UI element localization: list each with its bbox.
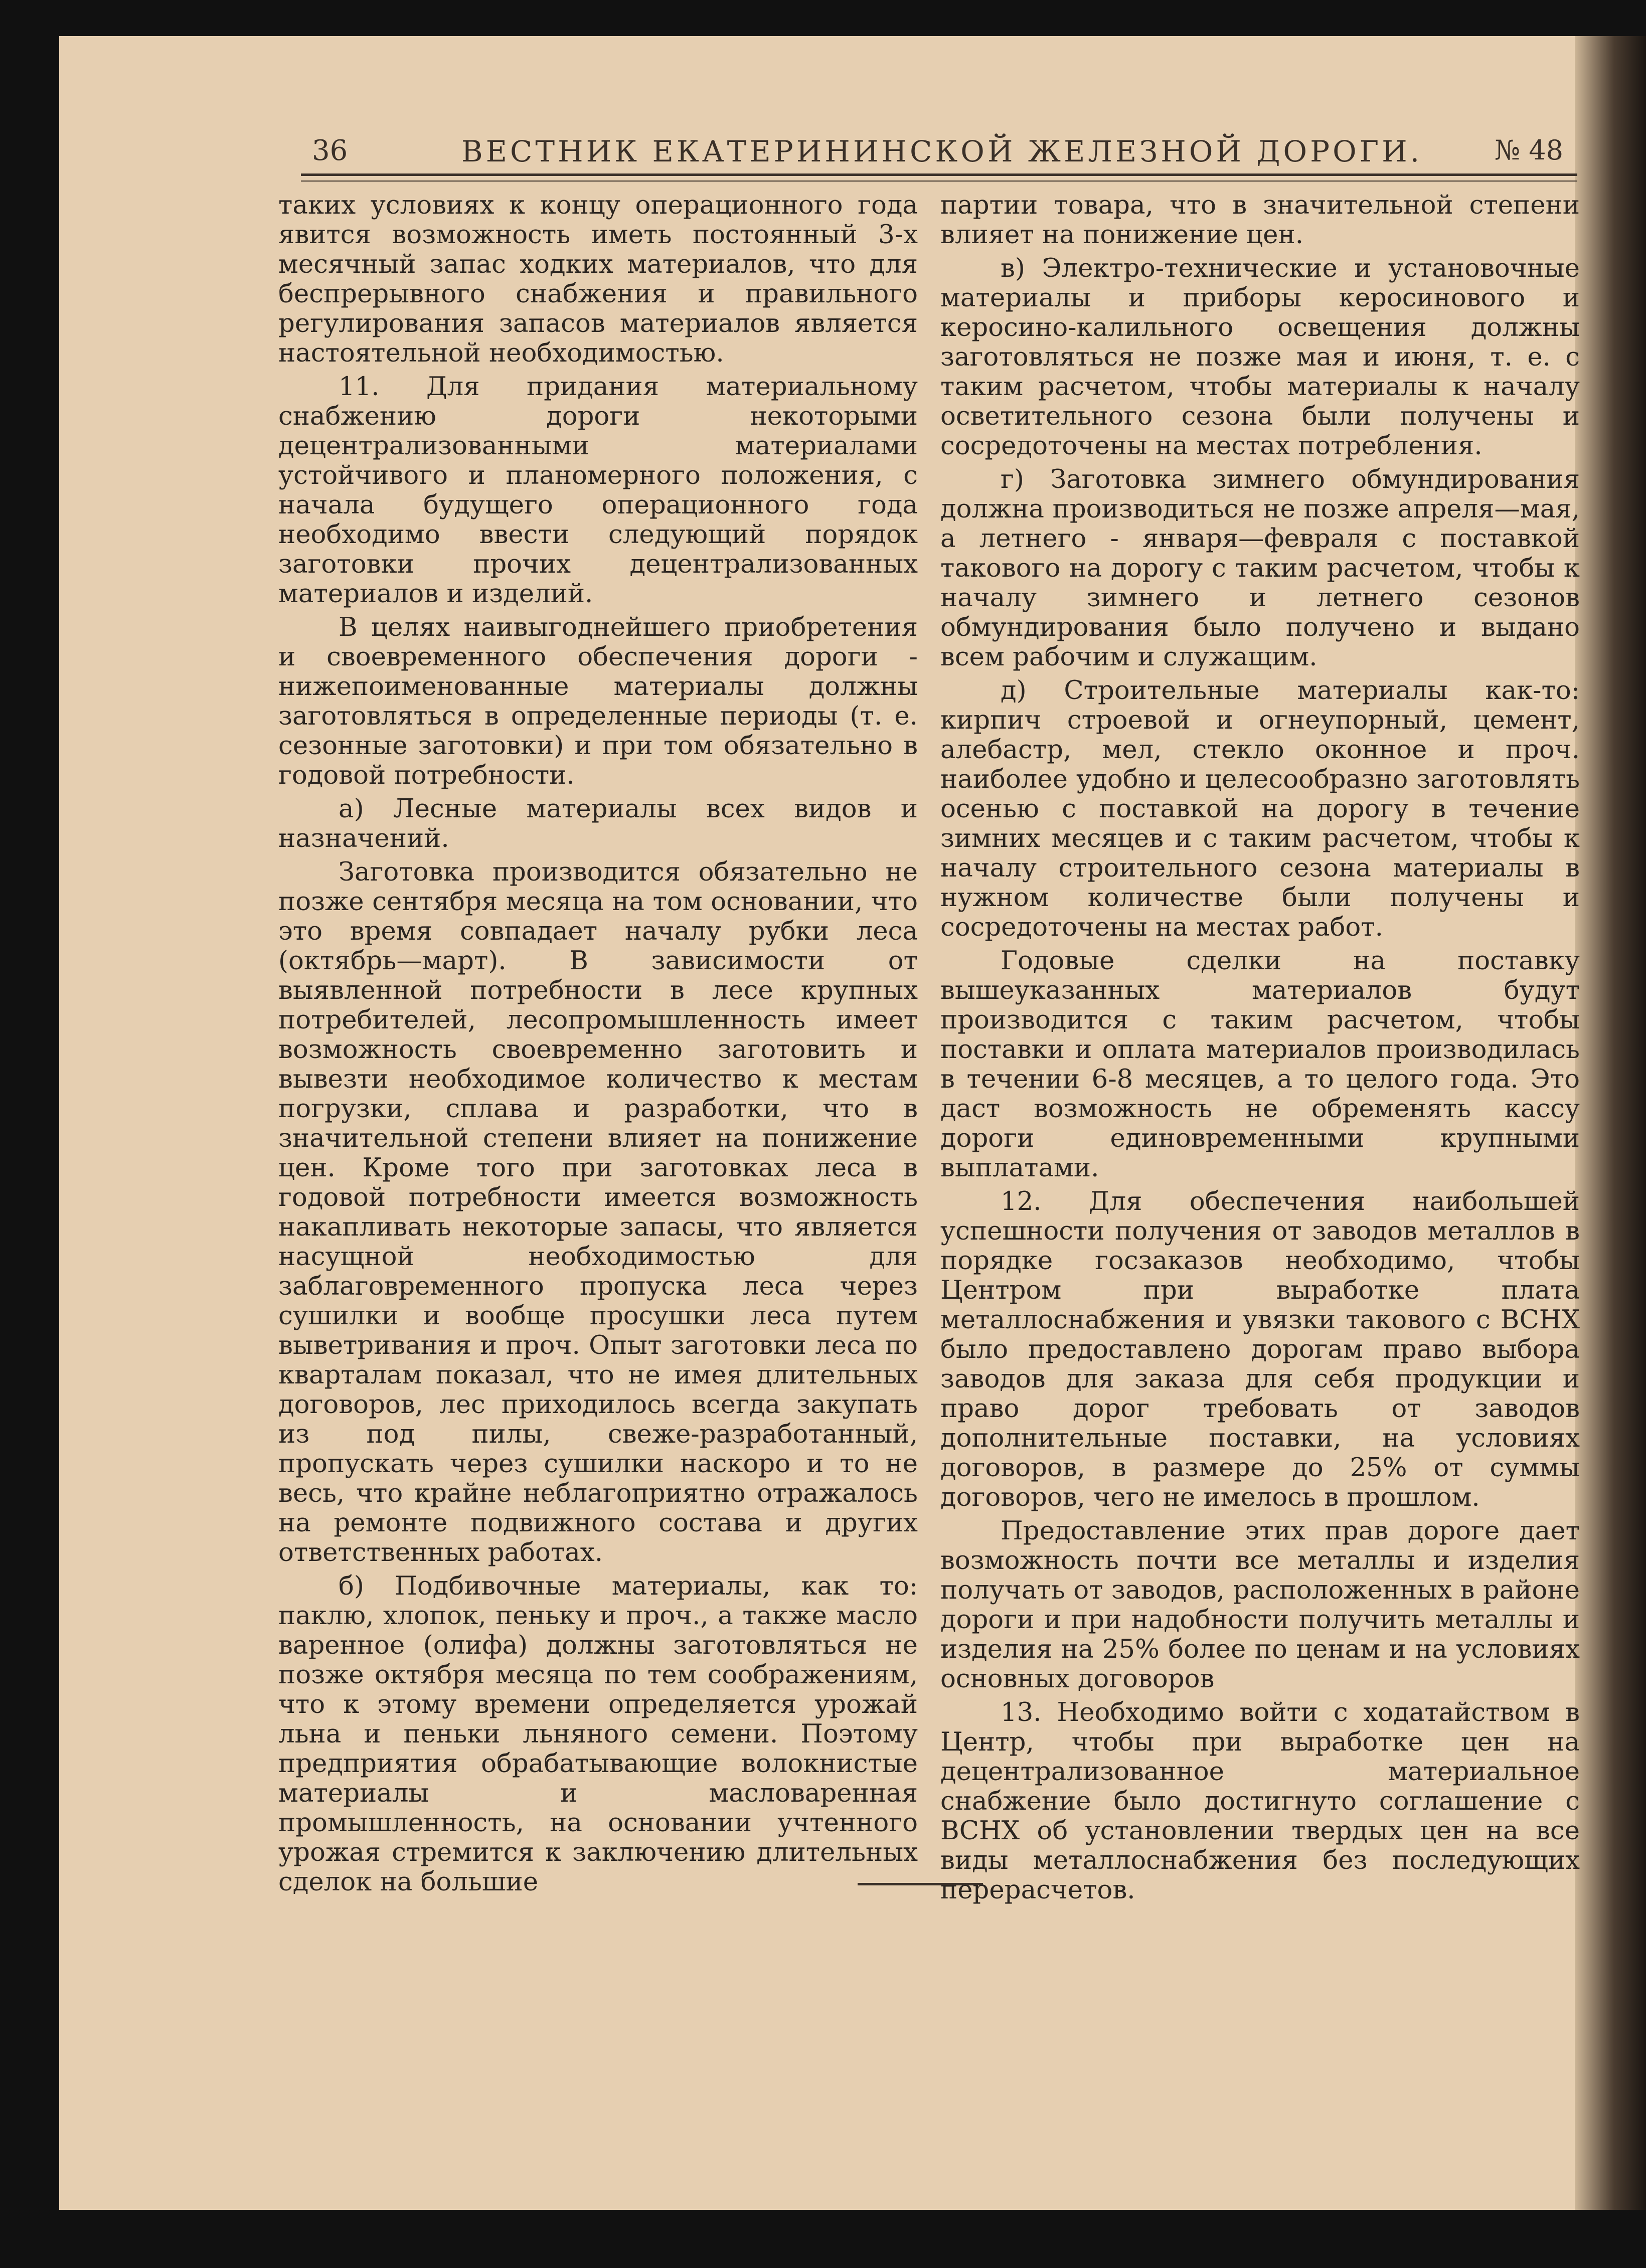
paragraph: В целях наивыгоднейшего приобретения и своевременного обеспечения дороги - нижепоименованные материалы должны заготовляться в определенные периоды (т. е. сезонные заготовки) и при том обязательно в годовой потребности. bbox=[278, 612, 918, 790]
right-column bbox=[940, 190, 1580, 1905]
left-column bbox=[278, 190, 918, 1897]
page-number: 36 bbox=[312, 134, 348, 167]
paragraph: 11. Для придания материальному снабжению дороги некоторыми децентрализованными материалами устойчивого и планомерного положения, с начала будущего операционного года необходимо ввести следующий порядок заготовки прочих децентрализованных материалов и изделий. bbox=[278, 372, 918, 609]
paragraph: 13. Необходимо войти с ходатайством в Центр, чтобы при выработке цен на децентрализованное материальное снабжение было достигнуто соглашение с ВСНХ об установлении твердых цен на все виды металлоснабжения без последующих перерасчетов. bbox=[940, 1697, 1580, 1905]
header-rule-thin bbox=[301, 181, 1577, 182]
paragraph: Годовые сделки на поставку вышеуказанных материалов будут производится с таким расчетом, чтобы поставки и оплата материалов производилась в течении 6-8 месяцев, а то целого года. Это даст возможность не обременять кассу дороги единовременными крупными выплатами. bbox=[940, 946, 1580, 1183]
paragraph: Предоставление этих прав дороге дает возможность почти все металлы и изделия получать от заводов, расположенных в районе дороги и при надобности получить металлы и изделия на 25% более по ценам и на условиях основных договоров bbox=[940, 1516, 1580, 1694]
paragraph: б) Подбивочные материалы, как то: паклю, хлопок, пеньку и проч., а также масло варенное (олифа) должны заготовляться не позже октября месяца по тем соображениям, что к этому времени определяется урожай льна и пеньки льняного семени. Поэтому предприятия обрабатывающие волокнистые материалы и масловаренная промышленность, на основании учтенного урожая стремится к заключению длительных сделок на большие bbox=[278, 1571, 918, 1897]
article-end-rule bbox=[858, 1883, 983, 1885]
paragraph: таких условиях к концу операционного года явится возможность иметь постоянный 3-х месячный запас ходких материалов, что для беспрерывного снабжения и правильного регулирования запасов материалов является настоятельной необходимостью. bbox=[278, 190, 918, 368]
paragraph: Заготовка производится обязательно не позже сентября месяца на том основании, что это время совпадает началу рубки леса (октябрь—март). В зависимости от выявленной потребности в лесе крупных потребителей, лесопромышленность имеет возможность своевременно заготовить и вывезти необходимое количество к местам погрузки, сплава и разработки, что в значительной степени влияет на понижение цен. Кроме того при заготовках леса в годовой потребности имеется возможность накапливать некоторые запасы, что является насущной необходимостью для заблаговременного пропуска леса через сушилки и вообще просушки леса путем выветривания и проч. Опыт заготовки леса по кварталам показал, что не имея длительных договоров, лес приходилось всегда закупать из под пилы, свеже-разработанный, пропускать через сушилки наскоро и то не весь, что крайне неблагоприятно отражалось на ремонте подвижного состава и других ответственных работах. bbox=[278, 857, 918, 1567]
paragraph: г) Заготовка зимнего обмундирования должна производиться не позже апреля—мая, а летнего - января—февраля с поставкой такового на дорогу с таким расчетом, чтобы к началу зимнего и летнего сезонов обмундирования было получено и выдано всем рабочим и служащим. bbox=[940, 464, 1580, 672]
running-header bbox=[301, 134, 1577, 175]
paragraph: в) Электро-технические и установочные материалы и приборы керосинового и керосино-калильного освещения должны заготовляться не позже мая и июня, т. е. с таким расчетом, чтобы материалы к началу осветительного сезона были получены и сосредоточены на местах потребления. bbox=[940, 253, 1580, 461]
paragraph: а) Лесные материалы всех видов и назначений. bbox=[278, 794, 918, 853]
paragraph: 12. Для обеспечения наибольшей успешности получения от заводов металлов в порядке госзаказов необходимо, чтобы Центром при выработке плата металлоснабжения и увязки такового с ВСНХ было предоставлено дорогам право выбора заводов для заказа для себя продукции и право дорог требовать от заводов дополнительные поставки, на условиях договоров, в размере до 25% от суммы договоров, чего не имелось в прошлом. bbox=[940, 1186, 1580, 1512]
paragraph: д) Строительные материалы как-то: кирпич строевой и огнеупорный, цемент, алебастр, мел, стекло оконное и проч. наиболее удобно и целесообразно заготовлять осенью с поставкой на дорогу в течение зимних месяцев и с таким расчетом, чтобы к началу строительного сезона материалы в нужном количестве были получены и сосредоточены на местах работ. bbox=[940, 675, 1580, 942]
header-rule bbox=[301, 173, 1577, 176]
journal-title: ВЕСТНИК ЕКАТЕРИНИНСКОЙ ЖЕЛЕЗНОЙ ДОРОГИ. bbox=[461, 134, 1423, 168]
paragraph: партии товара, что в значительной степени влияет на понижение цен. bbox=[940, 190, 1580, 250]
issue-number: № 48 bbox=[1495, 134, 1563, 166]
book-spine-shadow bbox=[1575, 36, 1646, 2210]
